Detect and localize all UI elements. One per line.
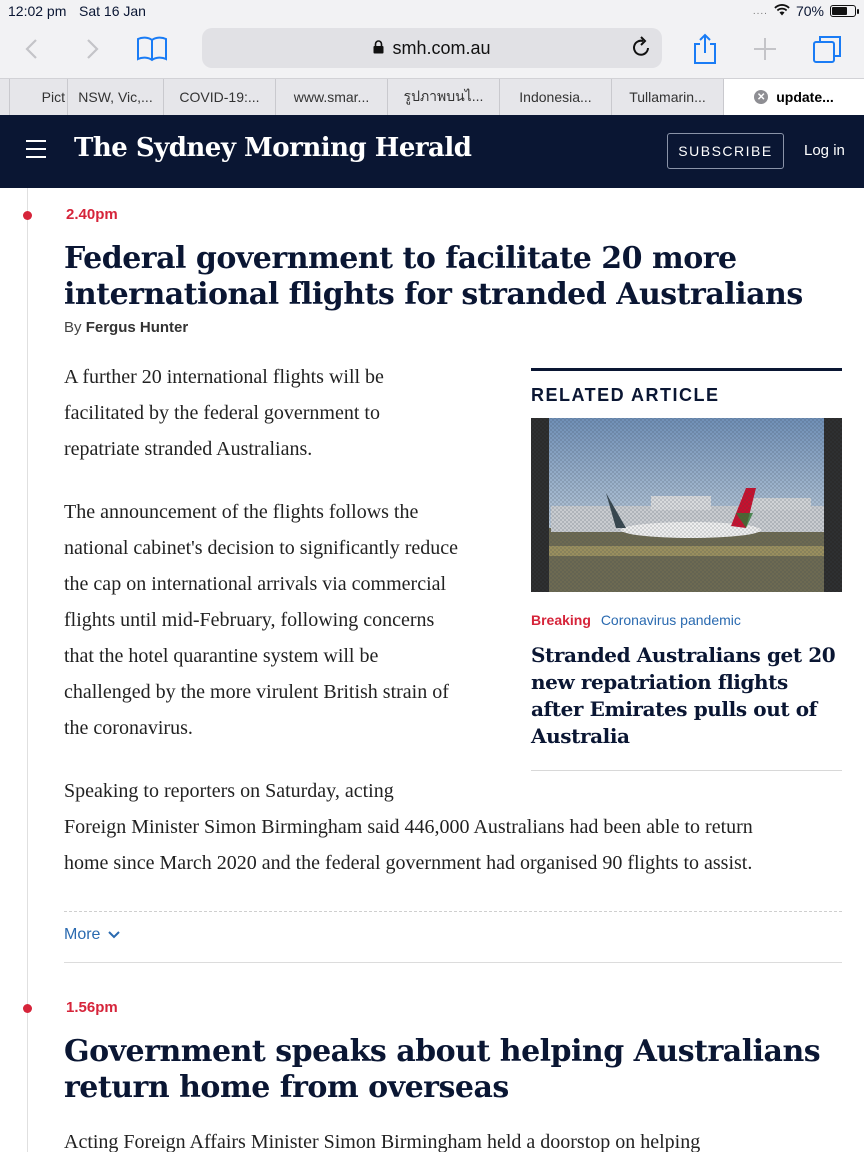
paragraph — [64, 1124, 700, 1152]
wifi-icon — [774, 3, 790, 19]
post-headline: Government speaks about helping Australians return home from overseas — [64, 1034, 821, 1105]
tab-active[interactable] — [724, 79, 864, 115]
battery-percent: 70% — [795, 3, 824, 19]
related-photo[interactable] — [531, 418, 842, 592]
byline — [64, 319, 188, 336]
address-bar[interactable] — [202, 28, 662, 68]
paragraph-line: facilitated by the federal government to — [64, 402, 380, 424]
paragraph-line: national cabinet's decision to significantly reduce — [64, 537, 459, 559]
topic-tag[interactable]: Coronavirus pandemic — [600, 612, 741, 628]
tab-stub[interactable] — [0, 79, 10, 115]
paragraph-line: Foreign Minister Simon Birmingham said 446,000 Australians had been able to return — [64, 816, 753, 838]
back-icon[interactable] — [24, 32, 38, 66]
tab-5[interactable]: รูปภาพบนไ... — [388, 79, 500, 115]
paragraph — [64, 494, 458, 746]
tab-4[interactable]: www.smar... — [276, 79, 388, 115]
related-tags — [531, 612, 842, 628]
browser-toolbar — [0, 24, 864, 78]
new-tab-icon[interactable] — [752, 32, 778, 66]
tabs-overview-icon[interactable] — [812, 32, 842, 66]
related-rule — [531, 368, 842, 371]
paragraph-line: home since March 2020 and the federal government had organised 90 flights to assist. — [64, 852, 753, 874]
related-divider — [531, 770, 842, 771]
paragraph-line: Speaking to reporters on Saturday, acting — [64, 780, 394, 802]
paragraph-line: A further 20 international flights will be — [64, 366, 384, 388]
chevron-down-icon — [108, 926, 120, 944]
tab-active-label: update... — [776, 89, 834, 105]
dashed-divider — [64, 911, 842, 912]
tab-2[interactable]: NSW, Vic,... — [68, 79, 164, 115]
tab-3[interactable]: COVID-19:... — [164, 79, 276, 115]
more-button[interactable] — [64, 926, 120, 944]
tab-strip — [0, 78, 864, 115]
byline-prefix: By — [64, 319, 82, 336]
status-date: Sat 16 Jan — [79, 3, 146, 19]
post-divider — [64, 962, 842, 963]
menu-icon[interactable] — [26, 140, 46, 164]
status-time: 12:02 pm — [8, 3, 67, 19]
post-time: 1.56pm — [66, 999, 118, 1016]
tab-1[interactable]: Pict — [10, 79, 68, 115]
more-label: More — [64, 926, 101, 943]
paragraph-line: repatriate stranded Australians. — [64, 438, 313, 460]
paragraph-line: the coronavirus. — [64, 717, 193, 739]
close-tab-icon[interactable]: ✕ — [754, 90, 768, 104]
airport-image — [531, 418, 842, 592]
status-right — [753, 3, 856, 19]
forward-icon[interactable] — [86, 32, 100, 66]
tab-7[interactable]: Tullamarin... — [612, 79, 724, 115]
paragraph-line: that the hotel quarantine system will be — [64, 645, 379, 667]
url-text: smh.com.au — [392, 37, 491, 58]
site-masthead — [0, 115, 864, 188]
subscribe-button[interactable]: SUBSCRIBE — [667, 133, 784, 169]
post-headline: Federal government to facilitate 20 more international flights for stranded Australians — [64, 241, 803, 312]
paragraph — [64, 773, 753, 881]
breaking-tag[interactable]: Breaking — [531, 612, 591, 628]
author-name[interactable]: Fergus Hunter — [85, 319, 189, 336]
reload-icon[interactable] — [632, 36, 652, 63]
related-title[interactable]: Stranded Australians get 20 new repatriation flights after Emirates pulls out of Australia — [531, 643, 836, 748]
paragraph — [64, 359, 384, 467]
related-article[interactable] — [531, 368, 842, 771]
post-time: 2.40pm — [66, 206, 118, 223]
timeline-dot — [23, 1004, 32, 1013]
paragraph-line: The announcement of the flights follows the — [64, 501, 419, 523]
signal-icon: .... — [752, 5, 768, 17]
related-label: RELATED ARTICLE — [531, 385, 720, 405]
paragraph-line: challenged by the more virulent British strain of — [64, 681, 449, 703]
timeline-dot — [23, 211, 32, 220]
login-link[interactable]: Log in — [804, 142, 845, 159]
battery-icon — [830, 5, 856, 17]
bookmarks-icon[interactable] — [136, 32, 168, 66]
paragraph-line: Acting Foreign Affairs Minister Simon Birmingham held a doorstop on helping — [64, 1131, 701, 1152]
lock-icon — [373, 38, 384, 59]
battery-fill — [832, 7, 847, 15]
site-logo[interactable]: The Sydney Morning Herald — [74, 133, 472, 163]
status-bar — [0, 0, 864, 24]
share-icon[interactable] — [692, 32, 718, 66]
tab-6[interactable]: Indonesia... — [500, 79, 612, 115]
paragraph-line: the cap on international arrivals via commercial — [64, 573, 447, 595]
paragraph-line: flights until mid-February, following concerns — [64, 609, 435, 631]
